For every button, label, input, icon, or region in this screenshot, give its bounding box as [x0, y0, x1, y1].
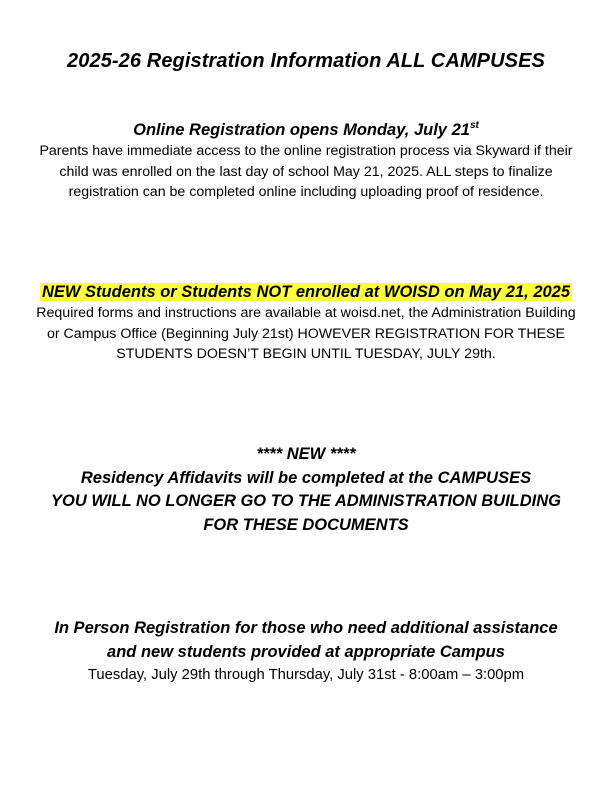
- online-registration-section: [0, 119, 612, 203]
- online-registration-heading: [0, 119, 612, 141]
- online-registration-heading-sup: st: [469, 120, 479, 131]
- page-title: 2025-26 Registration Information ALL CAMPUSES: [67, 50, 545, 72]
- in-person-heading-line: and new students provided at appropriate Campus: [107, 642, 505, 661]
- in-person-dates: Tuesday, July 29th through Thursday, July 31st - 8:00am – 3:00pm: [87, 667, 525, 683]
- residency-line: FOR THESE DOCUMENTS: [203, 515, 409, 534]
- residency-line: YOU WILL NO LONGER GO TO THE ADMINISTRATION BUILDING: [51, 492, 561, 510]
- in-person-registration-section: [0, 617, 612, 686]
- new-students-line: STUDENTS DOESN’T BEGIN UNTIL TUESDAY, JULY 29th.: [116, 346, 496, 362]
- new-students-heading-row: [0, 281, 612, 303]
- in-person-heading: [0, 617, 612, 664]
- online-registration-line: child was enrolled on the last day of school May 21, 2025. ALL steps to finalize: [59, 163, 553, 180]
- new-students-line: or Campus Office (Beginning July 21st) HOWEVER REGISTRATION FOR THESE: [47, 325, 565, 342]
- new-banner: **** NEW ****: [256, 445, 356, 463]
- new-students-heading: NEW Students or Students NOT enrolled at WOISD on May 21, 2025: [41, 283, 571, 301]
- residency-line: Residency Affidavits will be completed at the CAMPUSES: [80, 468, 532, 487]
- new-students-line: Required forms and instructions are available at woisd.net, the Administration Building: [36, 305, 576, 321]
- online-registration-body: [0, 141, 612, 203]
- new-students-body: [0, 303, 612, 365]
- online-registration-line: registration can be completed online including uploading proof of residence.: [68, 184, 544, 200]
- new-students-section: [0, 281, 612, 365]
- residency-affidavit-section: [0, 443, 612, 537]
- online-registration-heading-text: Online Registration opens Monday, July 21: [133, 121, 470, 139]
- in-person-heading-line: In Person Registration for those who need additional assistance: [54, 619, 558, 637]
- online-registration-line: Parents have immediate access to the online registration process via Skyward if their: [39, 143, 573, 159]
